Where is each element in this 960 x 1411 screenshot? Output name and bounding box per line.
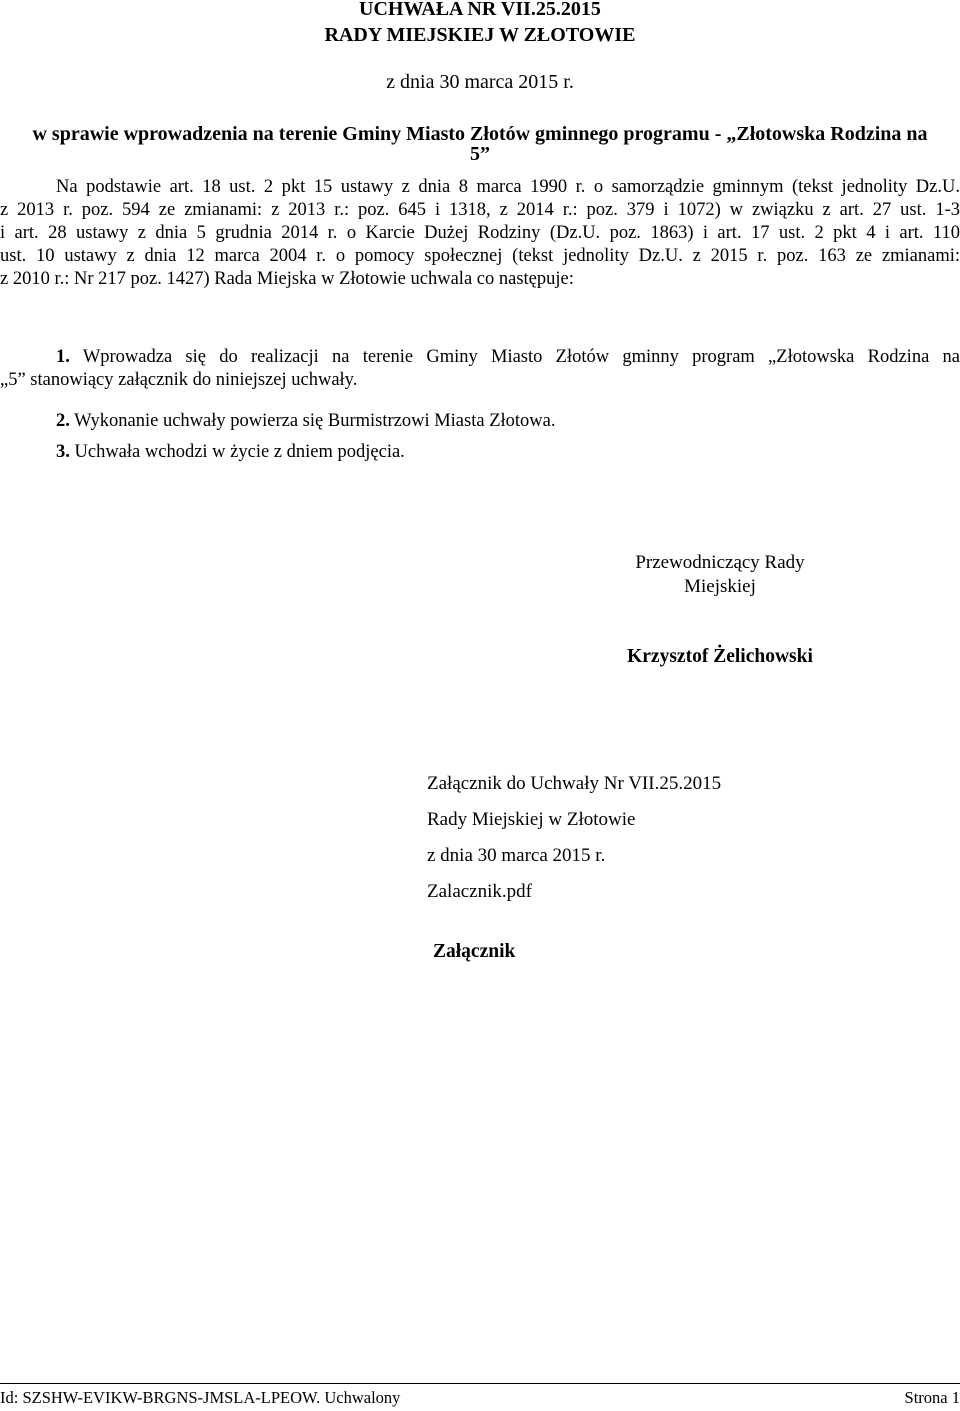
paragraph-1 — [0, 346, 960, 392]
paragraph-line: „5” stanowiący załącznik do niniejszej uchwały. — [0, 370, 358, 390]
paragraph-2 — [56, 410, 555, 433]
paragraph-3 — [56, 441, 405, 464]
paragraph-number: 1. — [56, 347, 70, 367]
paragraph-text: Uchwała wchodzi w życie z dniem podjęcia. — [74, 442, 405, 462]
legal-basis-line: i art. 28 ustawy z dnia 5 grudnia 2014 r. o Karcie Dużej Rodziny (Dz.U. poz. 1863) i art. 17 ust. 2 pkt 4 i art. 110 — [0, 223, 960, 243]
resolution-date: z dnia 30 marca 2015 r. — [386, 71, 574, 93]
signatory-role: Przewodniczący Rady — [635, 552, 805, 573]
resolution-title: UCHWAŁA NR VII.25.2015 — [359, 0, 601, 20]
legal-basis-line: z 2013 r. poz. 594 ze zmianami: z 2013 r.: poz. 645 i 1318, z 2014 r.: poz. 379 i 1072) w związku z art. 27 ust. 1-3 — [0, 200, 960, 220]
subject-line: w sprawie wprowadzenia na terenie Gminy Miasto Złotów gminnego programu - „Złotowska Rodzina na — [32, 123, 928, 145]
resolution-subject — [0, 119, 960, 165]
document-id: Id: SZSHW-EVIKW-BRGNS-JMSLA-LPEOW. Uchwalony — [0, 1388, 401, 1407]
subject-line: 5” — [470, 143, 490, 165]
council-name: RADY MIEJSKIEJ W ZŁOTOWIE — [324, 24, 636, 46]
annex-title: Załącznik do Uchwały Nr VII.25.2015 — [427, 773, 722, 794]
legal-basis-line: ust. 10 ustawy z dnia 12 marca 2004 r. o pomocy społecznej (tekst jednolity Dz.U. z 2015 r. poz. 163 ze zmianami: — [0, 246, 960, 266]
paragraph-text: Wykonanie uchwały powierza się Burmistrzowi Miasta Złotowa. — [74, 411, 556, 431]
annex-file-link[interactable]: Zalacznik.pdf — [427, 881, 532, 902]
paragraph-line — [0, 346, 960, 369]
signatory-name: Krzysztof Żelichowski — [627, 646, 813, 667]
legal-basis-line: Na podstawie art. 18 ust. 2 pkt 15 ustawy z dnia 8 marca 1990 r. o samorządzie gminnym (tekst jednolity Dz.U. — [56, 177, 960, 197]
annex-council: Rady Miejskiej w Złotowie — [427, 809, 636, 830]
paragraph-text: Wprowadza się do realizacji na terenie Gminy Miasto Złotów gminny program „Złotowska Rodzina na — [82, 347, 960, 367]
page-number: Strona 1 — [904, 1388, 960, 1407]
annex-heading: Załącznik — [433, 941, 516, 962]
legal-basis-line: z 2010 r.: Nr 217 poz. 1427) Rada Miejska w Złotowie uchwala co następuje: — [0, 269, 574, 289]
footer-divider — [0, 1383, 960, 1384]
annex-date: z dnia 30 marca 2015 r. — [427, 845, 606, 866]
signatory-role: Miejskiej — [684, 576, 756, 597]
paragraph-number: 2. — [56, 411, 70, 431]
legal-basis — [0, 176, 960, 291]
paragraph-number: 3. — [56, 442, 70, 462]
